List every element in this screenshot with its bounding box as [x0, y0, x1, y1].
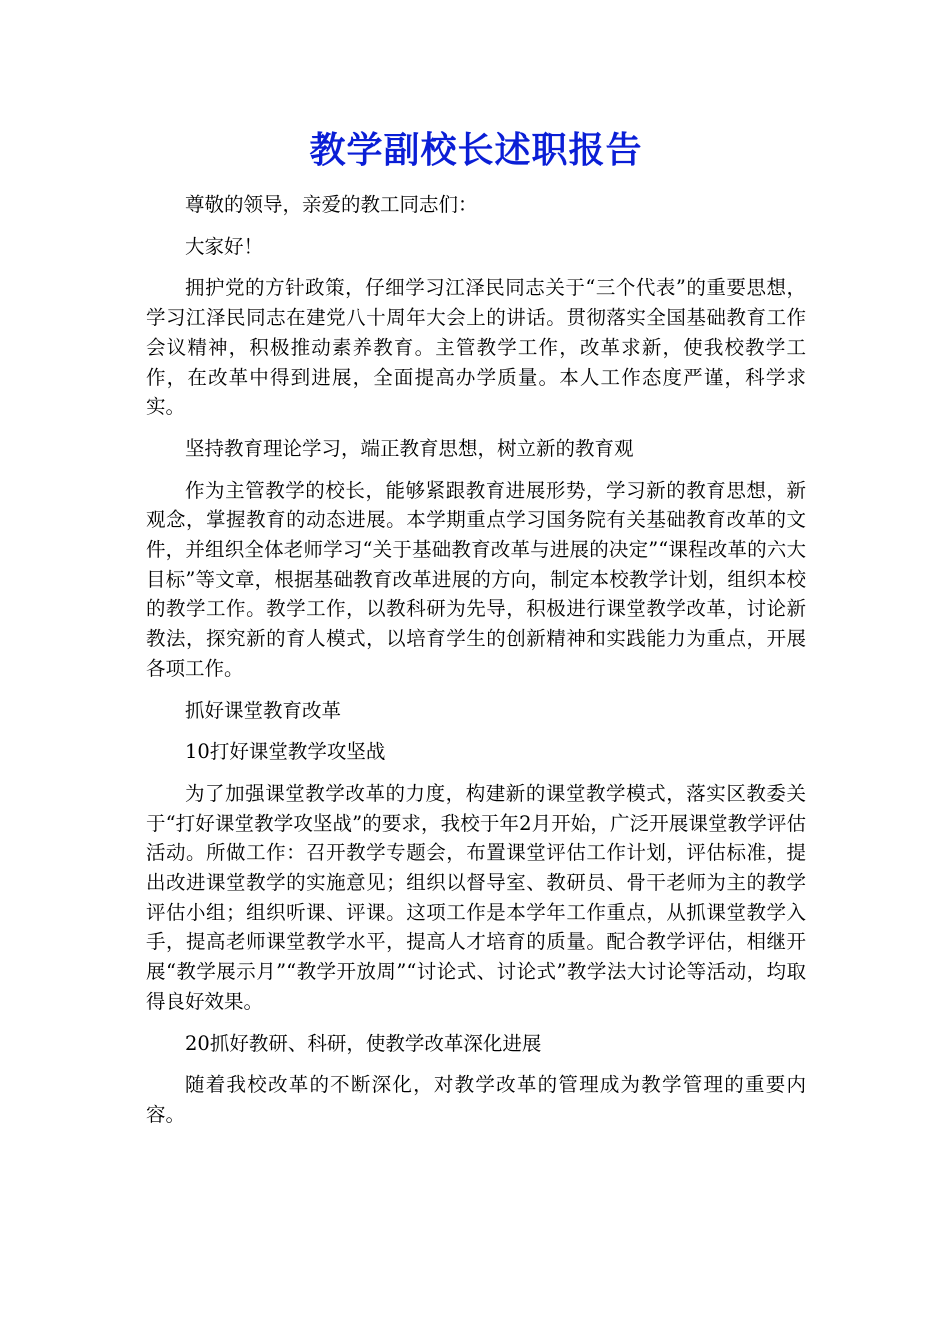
body-paragraph: 随着我校改革的不断深化，对教学改革的管理成为教学管理的重要内容。	[146, 1073, 806, 1126]
document-title: 教学副校长述职报告	[309, 130, 643, 171]
body-paragraph: 拥护党的方针政策，仔细学习江泽民同志关于“三个代表”的重要思想，学习江泽民同志在建党八十周年大会上的讲话。贯彻落实全国基础教育工作会议精神，积极推动素养教育。主管教学工作，改革求新，使我校教学工作，在改革中得到进展，全面提高办学质量。本人工作态度严谨，科学求实。	[146, 276, 806, 419]
subsection-heading: 20抓好教研、科研，使教学改革深化进展	[185, 1031, 542, 1055]
subsection-heading: 10打好课堂教学攻坚战	[185, 740, 386, 764]
document-page	[146, 122, 806, 1142]
section-heading: 抓好课堂教育改革	[185, 698, 342, 722]
section-heading: 坚持教育理论学习，端正教育思想，树立新的教育观	[185, 436, 634, 460]
body-paragraph: 为了加强课堂教学改革的力度，构建新的课堂教学模式，落实区教委关于“打好课堂教学攻坚战”的要求，我校于年2月开始，广泛开展课堂教学评估活动。所做工作：召开教学专题会，布置课堂评估工作计划，评估标准，提出改进课堂教学的实施意见；组织以督导室、教研员、骨干老师为主的教学评估小组；组织听课、评课。这项工作是本学年工作重点，从抓课堂教学入手，提高老师课堂教学水平，提高人才培育的质量。配合教学评估，相继开展“教学展示月”“教学开放周”“讨论式、讨论式”教学法大讨论等活动，均取得良好效果。	[146, 781, 806, 1013]
salutation-paragraph: 尊敬的领导，亲爱的教工同志们：	[185, 193, 478, 216]
greeting-paragraph: 大家好！	[185, 234, 264, 258]
body-paragraph: 作为主管教学的校长，能够紧跟教育进展形势，学习新的教育思想，新观念，掌握教育的动态进展。本学期重点学习国务院有关基础教育改革的文件，并组织全体老师学习“关于基础教育改革与进展的决定”“课程改革的六大目标”等文章，根据基础教育改革进展的方向，制定本校教学计划，组织本校的教学工作。教学工作，以教科研为先导，积极进行课堂教学改革，讨论新教法，探究新的育人模式，以培育学生的创新精神和实践能力为重点，开展各项工作。	[146, 478, 806, 680]
